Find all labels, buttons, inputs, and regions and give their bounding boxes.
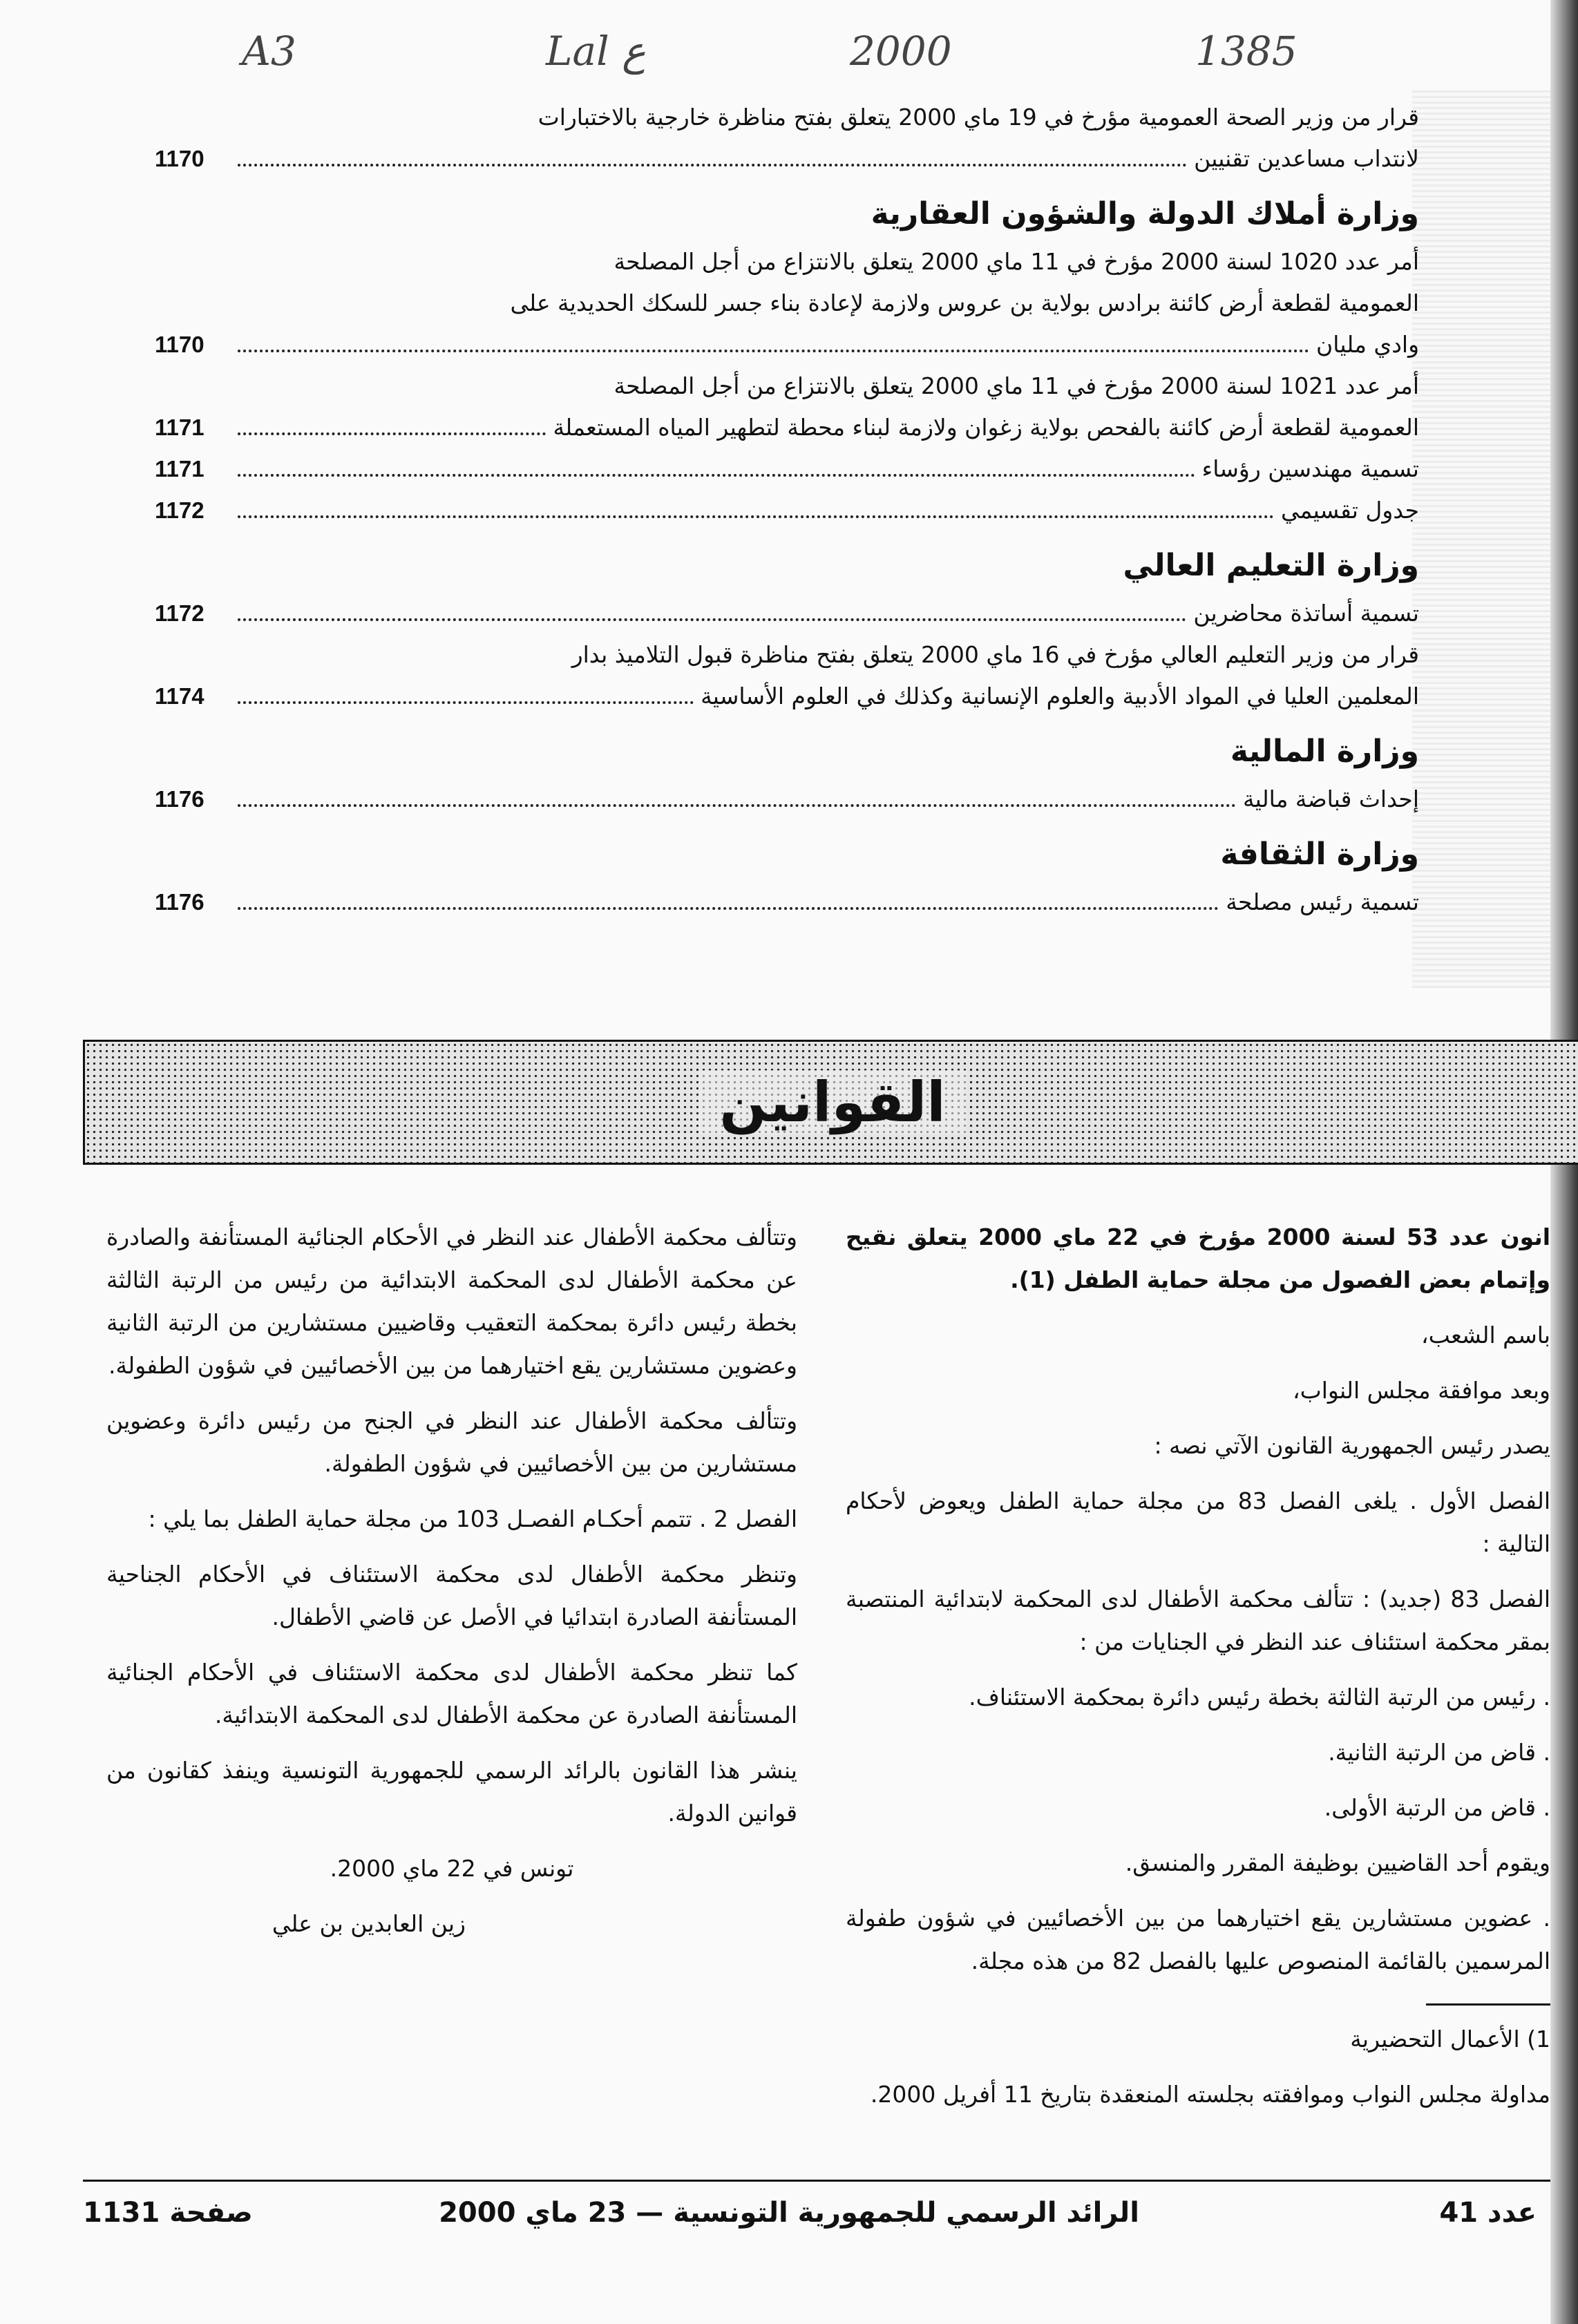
date-line: تونس في 22 ماي 2000. bbox=[330, 1855, 574, 1882]
law-heading: انون عدد 53 لسنة 2000 مؤرخ في 22 ماي 2000 يتعلق نقيح وإتمام بعض الفصول من مجلة حماية الطفل (1). bbox=[846, 1223, 1551, 1293]
issue-number: عدد 41 bbox=[1439, 2197, 1537, 2229]
toc-entry-text: العمومية لقطعة أرض كائنة برادس بولاية بن عروس ولازمة لإعادة بناء جسر للسكك الحديدية على bbox=[510, 289, 1419, 316]
toc-entry bbox=[155, 593, 1419, 634]
leader-dots bbox=[238, 473, 1195, 477]
toc-entry-text: تسمية أساتذة محاضرين bbox=[1193, 600, 1419, 627]
paragraph: يصدر رئيس الجمهورية القانون الآتي نصه : bbox=[1154, 1432, 1550, 1459]
paragraph: الفصل 2 . تتمم أحكـام الفصـل 103 من مجلة حماية الطفل بما يلي : bbox=[148, 1505, 797, 1532]
paragraph: . رئيس من الرتبة الثالثة بخطة رئيس دائرة بمحكمة الاستئناف. bbox=[969, 1684, 1550, 1711]
paragraph: كما تنظر محكمة الأطفال لدى محكمة الاستئناف في الأحكام الجنائية المستأنفة الصادرة عن محكمة الأطفال لدى المحكمة الابتدائية. bbox=[106, 1659, 797, 1728]
toc-entry-text: قرار من وزير التعليم العالي مؤرخ في 16 ماي 2000 يتعلق بفتح مناظرة قبول التلاميذ بدار bbox=[571, 641, 1419, 668]
toc-entry bbox=[155, 448, 1419, 490]
leader-dots bbox=[238, 515, 1274, 518]
ministry-heading: وزارة التعليم العالي bbox=[1123, 548, 1419, 583]
signature: زين العابدين بن علي bbox=[272, 1910, 466, 1937]
footnote-divider bbox=[1426, 2003, 1550, 2006]
left-column bbox=[106, 1216, 797, 1958]
leader-dots bbox=[238, 163, 1187, 166]
right-column bbox=[846, 1216, 1550, 2128]
paragraph: ويقوم أحد القاضيين بوظيفة المقرر والمنسق. bbox=[1125, 1849, 1550, 1876]
paragraph: باسم الشعب، bbox=[1421, 1322, 1550, 1349]
paragraph: وتنظر محكمة الأطفال لدى محكمة الاستئناف في الأحكام الجناحية المستأنفة الصادرة ابتدائيا في الأصل عن قاضي الأطفال. bbox=[106, 1561, 797, 1630]
toc-entry bbox=[155, 882, 1419, 923]
toc-entry-text: تسمية رئيس مصلحة bbox=[1226, 888, 1419, 915]
toc-page-number: 1176 bbox=[155, 786, 205, 812]
ministry-heading: وزارة أملاك الدولة والشؤون العقارية bbox=[871, 196, 1419, 231]
toc-entry bbox=[155, 490, 1419, 531]
toc-entry bbox=[155, 97, 1419, 180]
toc-page-number: 1171 bbox=[155, 415, 205, 440]
table-of-contents bbox=[155, 97, 1419, 923]
ministry-heading: وزارة الثقافة bbox=[1220, 837, 1419, 872]
handwritten-note: A3 bbox=[242, 28, 296, 75]
paragraph: . قاض من الرتبة الأولى. bbox=[1324, 1794, 1550, 1821]
toc-page-number: 1172 bbox=[155, 497, 205, 523]
leader-dots bbox=[238, 618, 1186, 621]
toc-entry-text: أمر عدد 1020 لسنة 2000 مؤرخ في 11 ماي 2000 يتعلق بالانتزاع من أجل المصلحة bbox=[614, 248, 1419, 275]
paragraph: وتتألف محكمة الأطفال عند النظر في الجنح من رئيس دائرة وعضوين مستشارين من بين الأخصائيين في شؤون الطفولة. bbox=[106, 1407, 797, 1477]
section-banner bbox=[83, 1040, 1578, 1165]
paragraph: وبعد موافقة مجلس النواب، bbox=[1293, 1377, 1550, 1404]
ministry-heading: وزارة المالية bbox=[1230, 734, 1419, 769]
gazette-title: الرائد الرسمي للجمهورية التونسية — 23 ماي 2000 bbox=[439, 2197, 1139, 2229]
toc-entry-text: لانتداب مساعدين تقنيين bbox=[1194, 145, 1419, 172]
leader-dots bbox=[238, 803, 1236, 807]
toc-entry-text: تسمية مهندسين رؤساء bbox=[1201, 455, 1419, 482]
toc-entry-text: جدول تقسيمي bbox=[1281, 497, 1419, 524]
leader-dots bbox=[238, 432, 546, 435]
leader-dots bbox=[238, 701, 694, 704]
toc-entry bbox=[155, 634, 1419, 717]
paragraph: الفصل 83 (جديد) : تتألف محكمة الأطفال لدى المحكمة لابتدائية المنتصبة بمقر محكمة استئناف عند النظر في الجنايات من : bbox=[846, 1585, 1550, 1655]
toc-page-number: 1170 bbox=[155, 146, 205, 171]
footnote-text: مداولة مجلس النواب وموافقته بجلسته المنعقدة بتاريخ 11 أفريل 2000. bbox=[870, 2081, 1550, 2108]
handwritten-note: 2000 bbox=[850, 28, 952, 75]
toc-page-number: 1171 bbox=[155, 456, 205, 482]
toc-page-number: 1170 bbox=[155, 332, 205, 357]
toc-page-number: 1174 bbox=[155, 683, 205, 709]
toc-entry-text: إحداث قباضة مالية bbox=[1242, 785, 1419, 812]
paragraph: ينشر هذا القانون بالرائد الرسمي للجمهورية التونسية وينفذ كقانون من قوانين الدولة. bbox=[106, 1757, 797, 1827]
handwritten-note: 1385 bbox=[1195, 28, 1297, 75]
toc-entry-text: المعلمين العليا في المواد الأدبية والعلوم الإنسانية وكذلك في العلوم الأساسية bbox=[701, 683, 1419, 709]
toc-entry-text: قرار من وزير الصحة العمومية مؤرخ في 19 ماي 2000 يتعلق بفتح مناظرة خارجية بالاختبارات bbox=[538, 104, 1419, 131]
toc-entry-text: وادي مليان bbox=[1316, 331, 1419, 358]
paragraph: الفصل الأول . يلغى الفصل 83 من مجلة حماية الطفل ويعوض لأحكام التالية : bbox=[846, 1487, 1550, 1557]
toc-page-number: 1176 bbox=[155, 889, 205, 915]
banner-title: القوانين bbox=[698, 1070, 966, 1134]
paragraph: . عضوين مستشارين يقع اختيارهما من بين الأخصائيين في شؤون طفولة المرسمين بالقائمة المنصوص عليها بالفصل 82 من هذه مجلة. bbox=[846, 1905, 1550, 1974]
paragraph: . قاض من الرتبة الثانية. bbox=[1328, 1739, 1550, 1766]
toc-entry bbox=[155, 779, 1419, 820]
toc-entry bbox=[155, 365, 1419, 448]
footer-rule bbox=[83, 2180, 1550, 2182]
footnote-title: 1) الأعمال التحضيرية bbox=[1350, 2026, 1550, 2052]
page-number: صفحة 1131 bbox=[83, 2197, 253, 2229]
leader-dots bbox=[238, 906, 1219, 910]
handwritten-note: Lal ع bbox=[546, 28, 646, 75]
toc-entry bbox=[155, 241, 1419, 365]
paragraph: وتتألف محكمة الأطفال عند النظر في الأحكام الجنائية المستأنفة والصادرة عن محكمة الأطفال لدى المحكمة الابتدائية من رئيس من الرتبة الثالثة بخطة رئيس دائرة بمحكمة التعقيب وقاضيين مستشارين من الرتبة الثانية وعضوين مستشارين يقع اختيارهما من بين الأخصائيين في شؤون الطفولة. bbox=[106, 1223, 797, 1379]
leader-dots bbox=[238, 349, 1309, 352]
toc-entry-text: أمر عدد 1021 لسنة 2000 مؤرخ في 11 ماي 2000 يتعلق بالانتزاع من أجل المصلحة bbox=[614, 372, 1419, 399]
toc-page-number: 1172 bbox=[155, 600, 205, 626]
toc-entry-text: العمومية لقطعة أرض كائنة بالفحص بولاية زغوان ولازمة لبناء محطة لتطهير المياه المستعملة bbox=[553, 414, 1419, 441]
